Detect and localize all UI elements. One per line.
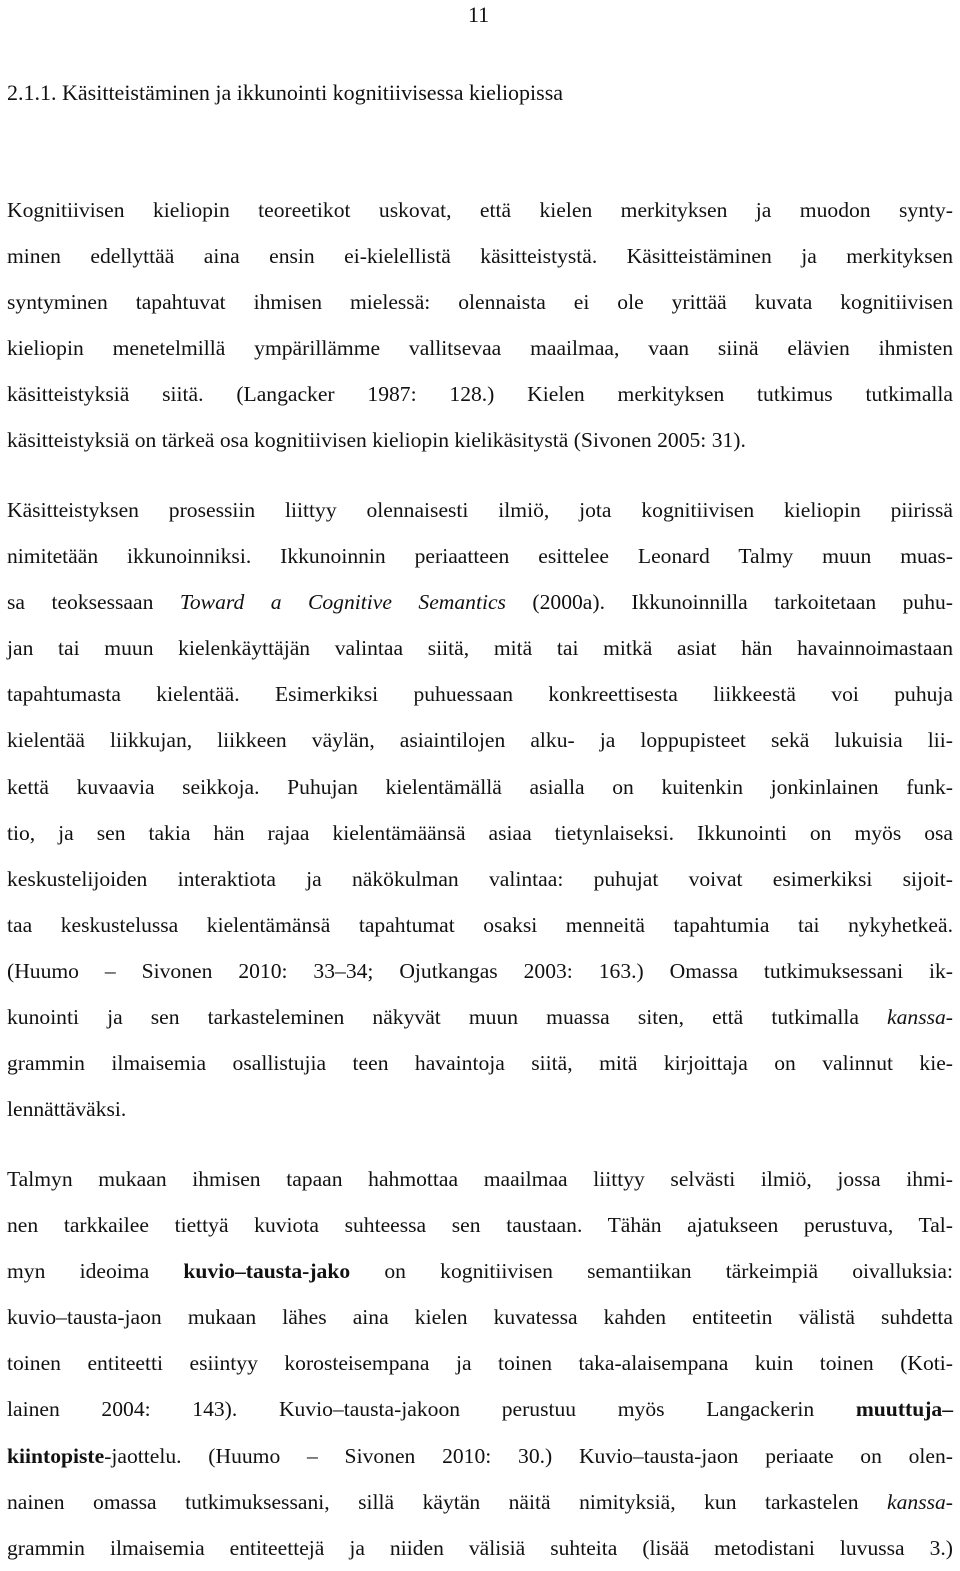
bold-term: kuvio–tausta-jako <box>183 1259 351 1284</box>
paragraph-line: keskustelijoiden interaktiota ja näkökulman valintaa: puhujat voivat esimerkiksi sijoit- <box>7 866 953 891</box>
paragraph-line: Käsitteistyksen prosessiin liittyy olennaisesti ilmiö, jota kognitiivisen kieliopin piirissä <box>7 498 953 522</box>
paragraph-line: Talmyn mukaan ihmisen tapaan hahmottaa maailmaa liittyy selvästi ilmiö, jossa ihmi- <box>7 1167 953 1191</box>
italic-term: kanssa- <box>887 1489 953 1514</box>
paragraph-line: toinen entiteetti esiintyy korosteisempana ja toinen taka-alaisempana kuin toinen (Koti- <box>7 1351 953 1376</box>
paragraph-line: tapahtumasta kielentää. Esimerkiksi puhuessaan konkreettisesta liikkeestä voi puhuja <box>7 682 953 707</box>
paragraph-line: käsitteistyksiä siitä. (Langacker 1987: 128.) Kielen merkityksen tutkimus tutkimalla <box>7 382 953 407</box>
paragraph-line: myn ideoima kuvio–tausta-jako on kognitiivisen semantiikan tärkeimpiä oivalluksia: <box>7 1259 953 1284</box>
paragraph-line: nainen omassa tutkimuksessani, sillä käytän näitä nimityksiä, kun tarkastelen kanssa- <box>7 1489 953 1514</box>
bold-term: kiintopiste <box>7 1443 105 1468</box>
paragraph-2 <box>7 487 953 1132</box>
italic-term: kanssa- <box>887 1005 953 1030</box>
paragraph-line: Kognitiivisen kieliopin teoreetikot uskovat, että kielen merkityksen ja muodon synty- <box>7 198 953 222</box>
bold-term: muuttuja– <box>855 1397 953 1422</box>
paragraph-line: kielentää liikkujan, liikkeen väylän, asiaintilojen alku- ja loppupisteet sekä lukuisia lii- <box>7 728 953 753</box>
paragraph-line: grammin ilmaisemia osallistujia teen havaintoja siitä, mitä kirjoittaja on valinnut kie- <box>7 1051 953 1076</box>
paragraph-3 <box>7 1156 953 1571</box>
section-heading: 2.1.1. Käsitteistäminen ja ikkunointi kognitiivisessa kieliopissa <box>7 80 564 105</box>
paragraph-line: taa keskustelussa kielentämänsä tapahtumat osaksi menneitä tapahtumia tai nykyhetkeä. <box>7 912 953 937</box>
page-number: 11 <box>468 2 490 27</box>
paragraph-line: jan tai muun kielenkäyttäjän valintaa siitä, mitä tai mitkä asiat hän havainnoimastaan <box>7 636 953 661</box>
paragraph-line: kunointi ja sen tarkasteleminen näkyvät muun muassa siten, että tutkimalla kanssa- <box>7 1005 953 1030</box>
paragraph-line: grammin ilmaisemia entiteettejä ja niiden välisiä suhteita (lisää metodistani luvussa 3.) <box>7 1535 953 1560</box>
italic-book-title: Toward a Cognitive Semantics <box>179 590 506 615</box>
paragraph-line: nimitetään ikkunoinniksi. Ikkunoinnin periaatteen esittelee Leonard Talmy muun muas- <box>7 544 953 569</box>
paragraph-line: sa teoksessaan Toward a Cognitive Semantics (2000a). Ikkunoinnilla tarkoitetaan puhu- <box>7 590 953 615</box>
paragraph-line: kiintopiste-jaottelu. (Huumo – Sivonen 2010: 30.) Kuvio–tausta-jaon periaate on olen- <box>7 1443 953 1468</box>
paragraph-1 <box>7 187 953 464</box>
paragraph-line: tio, ja sen takia hän rajaa kielentämäänsä asiaa tietynlaiseksi. Ikkunointi on myös osa <box>7 820 953 845</box>
paragraph-line: nen tarkkailee tiettyä kuviota suhteessa sen taustaan. Tähän ajatukseen perustuva, Tal- <box>7 1213 953 1238</box>
paragraph-line: käsitteistyksiä on tärkeä osa kognitiivisen kieliopin kielikäsitystä (Sivonen 2005: 31). <box>7 428 746 453</box>
paragraph-line: kettä kuvaavia seikkoja. Puhujan kielentämällä asialla on kuitenkin jonkinlainen funk- <box>7 774 953 799</box>
paragraph-line: syntyminen tapahtuvat ihmisen mielessä: olennaista ei ole yrittää kuvata kognitiivisen <box>7 290 953 315</box>
paragraph-line: kuvio–tausta-jaon mukaan lähes aina kielen kuvatessa kahden entiteetin välistä suhdetta <box>7 1305 953 1330</box>
paragraph-line: (Huumo – Sivonen 2010: 33–34; Ojutkangas 2003: 163.) Omassa tutkimuksessani ik- <box>7 958 953 983</box>
paragraph-line: lainen 2004: 143). Kuvio–tausta-jakoon perustuu myös Langackerin muuttuja– <box>7 1397 953 1422</box>
paragraph-line: lennättäväksi. <box>7 1097 127 1122</box>
paragraph-line: kieliopin menetelmillä ympärillämme vallitsevaa maailmaa, vaan siinä elävien ihmisten <box>7 336 953 361</box>
paragraph-line: minen edellyttää aina ensin ei-kielellistä käsitteistystä. Käsitteistäminen ja merkityksen <box>7 244 953 269</box>
